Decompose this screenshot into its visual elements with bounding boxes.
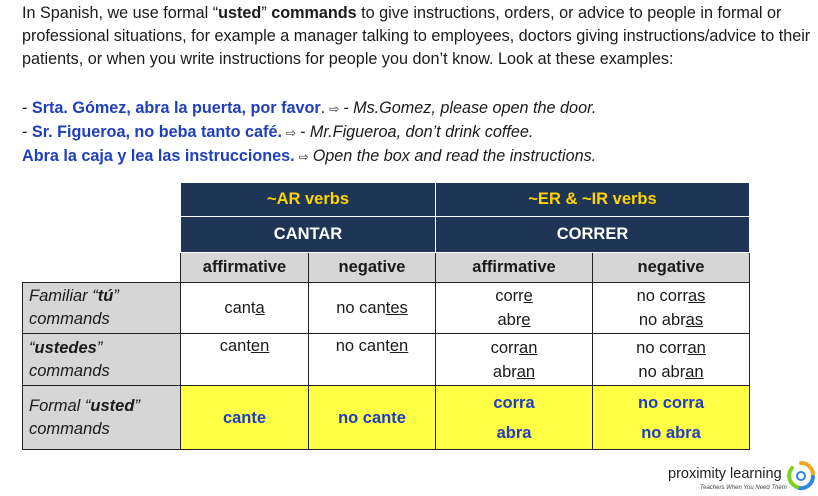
example-2-spanish: Sr. Figueroa, no beba tanto café. bbox=[31, 123, 282, 141]
tu-ar-affirmative: canta bbox=[181, 283, 309, 334]
example-2-english: - Mr.Figueroa, don’t drink coffee. bbox=[300, 123, 534, 141]
table-row bbox=[23, 334, 750, 386]
arrow-icon: ⇨ bbox=[285, 126, 297, 140]
logo-tagline: Teachers When You Need Them bbox=[700, 485, 787, 491]
ustedes-label: “ustedes” commands bbox=[23, 334, 181, 386]
formal-usted-label: Formal “usted” commands bbox=[23, 386, 181, 450]
correr-header: CORRER bbox=[436, 217, 750, 253]
logo-name: proximity learning bbox=[668, 466, 782, 482]
commands-emphasis: commands bbox=[271, 4, 357, 22]
er-negative-header: negative bbox=[593, 253, 750, 283]
familiar-tu-label: Familiar “tú” commands bbox=[23, 283, 181, 334]
usted-er-negative: no corra no abra bbox=[593, 386, 750, 450]
intro-paragraph: In Spanish, we use formal “usted” commands to give instructions, orders, or advice to people in formal or professional situations, for example a manager talking to employees, doctors giving instructions/advice to their patients, or when you write instructions for people you don’t know. Look at these examples: bbox=[22, 4, 811, 68]
tu-er-negative: no corras no abras bbox=[593, 283, 750, 334]
ustedes-er-affirmative: corran abran bbox=[436, 334, 593, 386]
example-1: - Srta. Gómez, abra la puerta, por favor. ⇨ - Ms.Gomez, please open the door. bbox=[22, 97, 596, 120]
usted-er-affirmative: corra abra bbox=[436, 386, 593, 450]
command-conjugation-table bbox=[22, 182, 750, 450]
ar-verbs-header: ~AR verbs bbox=[181, 183, 436, 217]
logo-swirl-icon bbox=[786, 460, 816, 492]
table-row bbox=[23, 283, 750, 334]
example-1-english: - Ms.Gomez, please open the door. bbox=[343, 99, 597, 117]
example-1-spanish: Srta. Gómez, abra la puerta, por favor bbox=[31, 99, 321, 117]
arrow-icon: ⇨ bbox=[329, 102, 340, 116]
proximity-learning-logo bbox=[668, 460, 818, 494]
usted-emphasis: usted bbox=[218, 4, 262, 22]
ustedes-er-negative: no corran no abran bbox=[593, 334, 750, 386]
example-3-english: Open the box and read the instructions. bbox=[312, 147, 597, 165]
usted-ar-affirmative: cante bbox=[181, 386, 309, 450]
cantar-header: CANTAR bbox=[181, 217, 436, 253]
ar-negative-header: negative bbox=[309, 253, 436, 283]
arrow-icon: ⇨ bbox=[298, 150, 309, 164]
tu-er-affirmative: corre abre bbox=[436, 283, 593, 334]
tu-ar-negative: no cantes bbox=[309, 283, 436, 334]
ustedes-ar-negative: no canten bbox=[309, 334, 436, 386]
usted-ar-negative: no cante bbox=[309, 386, 436, 450]
example-2: - Sr. Figueroa, no beba tanto café. ⇨ - Mr.Figueroa, don’t drink coffee. bbox=[22, 121, 533, 144]
table-row bbox=[23, 386, 750, 450]
example-3-spanish: Abra la caja y lea las instrucciones. bbox=[22, 147, 295, 165]
ar-affirmative-header: affirmative bbox=[181, 253, 309, 283]
ustedes-ar-affirmative: canten bbox=[181, 334, 309, 386]
example-3 bbox=[22, 145, 596, 168]
er-affirmative-header: affirmative bbox=[436, 253, 593, 283]
er-ir-verbs-header: ~ER & ~IR verbs bbox=[436, 183, 750, 217]
